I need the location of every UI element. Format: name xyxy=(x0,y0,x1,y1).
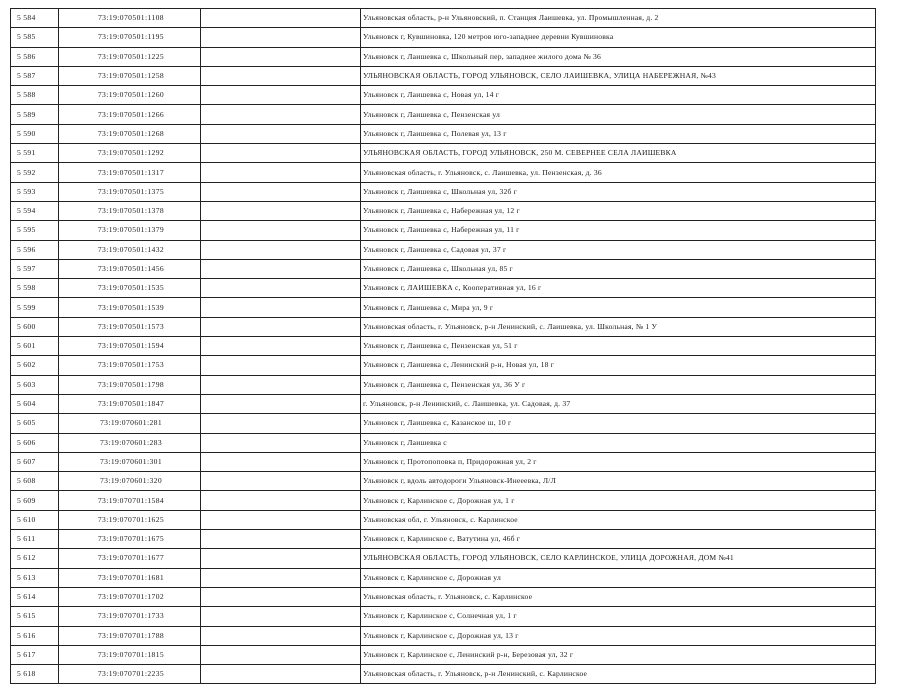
row-number-cell: 5 617 xyxy=(11,645,59,664)
address-cell: УЛЬЯНОВСКАЯ ОБЛАСТЬ, ГОРОД УЛЬЯНОВСК, 250 М. СЕВЕРНЕЕ СЕЛА ЛАИШЕВКА xyxy=(361,144,876,163)
row-number-cell: 5 603 xyxy=(11,375,59,394)
table-row xyxy=(11,414,876,433)
cadastral-number-cell: 73:19:070701:2235 xyxy=(59,665,201,684)
empty-cell xyxy=(201,665,361,684)
address-cell: Ульяновск г, Лаишевка с, Казанское ш, 10 г xyxy=(361,414,876,433)
cadastral-number-cell: 73:19:070501:1108 xyxy=(59,9,201,28)
row-number-cell: 5 612 xyxy=(11,549,59,568)
table-row xyxy=(11,163,876,182)
table-row xyxy=(11,530,876,549)
cadastral-number-cell: 73:19:070501:1594 xyxy=(59,337,201,356)
address-cell: Ульяновская область, р-н Ульяновский, п. Станция Лаишевка, ул. Промышленная, д. 2 xyxy=(361,9,876,28)
table-row xyxy=(11,607,876,626)
row-number-cell: 5 589 xyxy=(11,105,59,124)
cadastral-number-cell: 73:19:070501:1539 xyxy=(59,298,201,317)
table-body xyxy=(11,9,876,684)
cadastral-number-cell: 73:19:070501:1535 xyxy=(59,279,201,298)
empty-cell xyxy=(201,279,361,298)
row-number-cell: 5 604 xyxy=(11,394,59,413)
address-cell: Ульяновск г, Лаишевка с, Набережная ул, 12 г xyxy=(361,201,876,220)
empty-cell xyxy=(201,317,361,336)
table-row xyxy=(11,549,876,568)
row-number-cell: 5 615 xyxy=(11,607,59,626)
cadastral-table xyxy=(10,8,876,684)
cadastral-number-cell: 73:19:070501:1573 xyxy=(59,317,201,336)
address-cell: Ульяновск г, Карлинское с, Ленинский р-н, Березовая ул, 32 г xyxy=(361,645,876,664)
address-cell: Ульяновск г, Лаишевка с, Ленинский р-н, Новая ул, 18 г xyxy=(361,356,876,375)
row-number-cell: 5 601 xyxy=(11,337,59,356)
cadastral-number-cell: 73:19:070601:320 xyxy=(59,472,201,491)
table-row xyxy=(11,47,876,66)
row-number-cell: 5 608 xyxy=(11,472,59,491)
registry-sheet xyxy=(10,8,875,679)
empty-cell xyxy=(201,66,361,85)
address-cell: Ульяновская область, г. Ульяновск, с. Карлинское xyxy=(361,587,876,606)
cadastral-number-cell: 73:19:070501:1375 xyxy=(59,182,201,201)
row-number-cell: 5 585 xyxy=(11,28,59,47)
address-cell: Ульяновская область, г. Ульяновск, с. Лаишевка, ул. Пензенская, д. 36 xyxy=(361,163,876,182)
empty-cell xyxy=(201,298,361,317)
empty-cell xyxy=(201,452,361,471)
table-row xyxy=(11,626,876,645)
row-number-cell: 5 611 xyxy=(11,530,59,549)
address-cell: Ульяновская область, г. Ульяновск, р-н Ленинский, с. Карлинское xyxy=(361,665,876,684)
address-cell: Ульяновск г, вдоль автодороги Ульяновск-Инееевка, Л/Л xyxy=(361,472,876,491)
table-row xyxy=(11,317,876,336)
address-cell: Ульяновск г, Лаишевка с, Школьная ул, 32б г xyxy=(361,182,876,201)
table-row xyxy=(11,375,876,394)
address-cell: Ульяновск г, Лаишевка с, Пензенская ул xyxy=(361,105,876,124)
cadastral-number-cell: 73:19:070701:1625 xyxy=(59,510,201,529)
address-cell: Ульяновск г, Лаишевка с, Полевая ул, 13 г xyxy=(361,124,876,143)
cadastral-number-cell: 73:19:070501:1266 xyxy=(59,105,201,124)
empty-cell xyxy=(201,645,361,664)
row-number-cell: 5 605 xyxy=(11,414,59,433)
address-cell: Ульяновск г, Лаишевка с, Пензенская ул, 36 У г xyxy=(361,375,876,394)
empty-cell xyxy=(201,86,361,105)
row-number-cell: 5 586 xyxy=(11,47,59,66)
table-row xyxy=(11,645,876,664)
address-cell: Ульяновск г, Лаишевка с, Садовая ул, 37 г xyxy=(361,240,876,259)
empty-cell xyxy=(201,201,361,220)
row-number-cell: 5 616 xyxy=(11,626,59,645)
row-number-cell: 5 592 xyxy=(11,163,59,182)
address-cell: Ульяновск г, Карлинское с, Солнечная ул, 1 г xyxy=(361,607,876,626)
address-cell: УЛЬЯНОВСКАЯ ОБЛАСТЬ, ГОРОД УЛЬЯНОВСК, СЕЛО ЛАИШЕВКА, УЛИЦА НАБЕРЕЖНАЯ, №43 xyxy=(361,66,876,85)
table-row xyxy=(11,587,876,606)
table-row xyxy=(11,201,876,220)
row-number-cell: 5 594 xyxy=(11,201,59,220)
table-row xyxy=(11,66,876,85)
empty-cell xyxy=(201,144,361,163)
address-cell: Ульяновская область, г. Ульяновск, р-н Ленинский, с. Лаишевка, ул. Школьная, № 1 У xyxy=(361,317,876,336)
row-number-cell: 5 607 xyxy=(11,452,59,471)
address-cell: г. Ульяновск, р-н Ленинский, с. Лаишевка, ул. Садовая, д. 37 xyxy=(361,394,876,413)
row-number-cell: 5 587 xyxy=(11,66,59,85)
address-cell: Ульяновск г, Лаишевка с, Школьный пер, западнее жилого дома № 36 xyxy=(361,47,876,66)
cadastral-number-cell: 73:19:070501:1798 xyxy=(59,375,201,394)
table-row xyxy=(11,182,876,201)
empty-cell xyxy=(201,28,361,47)
address-cell: Ульяновск г, Лаишевка с xyxy=(361,433,876,452)
empty-cell xyxy=(201,530,361,549)
row-number-cell: 5 591 xyxy=(11,144,59,163)
cadastral-number-cell: 73:19:070501:1317 xyxy=(59,163,201,182)
empty-cell xyxy=(201,491,361,510)
row-number-cell: 5 584 xyxy=(11,9,59,28)
table-row xyxy=(11,433,876,452)
empty-cell xyxy=(201,337,361,356)
table-row xyxy=(11,452,876,471)
table-row xyxy=(11,472,876,491)
empty-cell xyxy=(201,182,361,201)
table-row xyxy=(11,105,876,124)
table-row xyxy=(11,394,876,413)
row-number-cell: 5 598 xyxy=(11,279,59,298)
empty-cell xyxy=(201,587,361,606)
empty-cell xyxy=(201,510,361,529)
table-row xyxy=(11,221,876,240)
row-number-cell: 5 593 xyxy=(11,182,59,201)
cadastral-number-cell: 73:19:070701:1733 xyxy=(59,607,201,626)
table-row xyxy=(11,86,876,105)
table-row xyxy=(11,337,876,356)
table-row xyxy=(11,124,876,143)
cadastral-number-cell: 73:19:070701:1681 xyxy=(59,568,201,587)
row-number-cell: 5 595 xyxy=(11,221,59,240)
cadastral-number-cell: 73:19:070601:301 xyxy=(59,452,201,471)
cadastral-number-cell: 73:19:070701:1815 xyxy=(59,645,201,664)
table-row xyxy=(11,144,876,163)
row-number-cell: 5 602 xyxy=(11,356,59,375)
row-number-cell: 5 600 xyxy=(11,317,59,336)
row-number-cell: 5 614 xyxy=(11,587,59,606)
empty-cell xyxy=(201,124,361,143)
row-number-cell: 5 588 xyxy=(11,86,59,105)
empty-cell xyxy=(201,221,361,240)
cadastral-number-cell: 73:19:070501:1753 xyxy=(59,356,201,375)
table-row xyxy=(11,240,876,259)
empty-cell xyxy=(201,47,361,66)
cadastral-number-cell: 73:19:070701:1677 xyxy=(59,549,201,568)
cadastral-number-cell: 73:19:070501:1195 xyxy=(59,28,201,47)
table-row xyxy=(11,279,876,298)
cadastral-number-cell: 73:19:070501:1456 xyxy=(59,259,201,278)
address-cell: Ульяновск г, Карлинское с, Ватутина ул, 46б г xyxy=(361,530,876,549)
cadastral-number-cell: 73:19:070701:1788 xyxy=(59,626,201,645)
empty-cell xyxy=(201,259,361,278)
empty-cell xyxy=(201,607,361,626)
empty-cell xyxy=(201,375,361,394)
address-cell: Ульяновск г, Карлинское с, Дорожная ул, 1 г xyxy=(361,491,876,510)
empty-cell xyxy=(201,9,361,28)
address-cell: Ульяновская обл, г. Ульяновск, с. Карлинское xyxy=(361,510,876,529)
row-number-cell: 5 597 xyxy=(11,259,59,278)
cadastral-number-cell: 73:19:070701:1584 xyxy=(59,491,201,510)
empty-cell xyxy=(201,568,361,587)
row-number-cell: 5 613 xyxy=(11,568,59,587)
empty-cell xyxy=(201,433,361,452)
cadastral-number-cell: 73:19:070501:1292 xyxy=(59,144,201,163)
address-cell: Ульяновск г, ЛАИШЕВКА с, Кооперативная ул, 16 г xyxy=(361,279,876,298)
address-cell: Ульяновск г, Лаишевка с, Набережная ул, 11 г xyxy=(361,221,876,240)
cadastral-number-cell: 73:19:070501:1847 xyxy=(59,394,201,413)
empty-cell xyxy=(201,105,361,124)
empty-cell xyxy=(201,472,361,491)
cadastral-number-cell: 73:19:070601:283 xyxy=(59,433,201,452)
cadastral-number-cell: 73:19:070501:1432 xyxy=(59,240,201,259)
table-row xyxy=(11,568,876,587)
empty-cell xyxy=(201,549,361,568)
address-cell: Ульяновск г, Лаишевка с, Мира ул, 9 г xyxy=(361,298,876,317)
cadastral-number-cell: 73:19:070501:1268 xyxy=(59,124,201,143)
table-row xyxy=(11,9,876,28)
row-number-cell: 5 606 xyxy=(11,433,59,452)
address-cell: Ульяновск г, Карлинское с, Дорожная ул xyxy=(361,568,876,587)
table-row xyxy=(11,298,876,317)
table-row xyxy=(11,665,876,684)
empty-cell xyxy=(201,356,361,375)
cadastral-number-cell: 73:19:070701:1675 xyxy=(59,530,201,549)
empty-cell xyxy=(201,394,361,413)
cadastral-number-cell: 73:19:070501:1258 xyxy=(59,66,201,85)
address-cell: Ульяновск г, Лаишевка с, Новая ул, 14 г xyxy=(361,86,876,105)
empty-cell xyxy=(201,240,361,259)
cadastral-number-cell: 73:19:070501:1378 xyxy=(59,201,201,220)
table-row xyxy=(11,510,876,529)
table-row xyxy=(11,28,876,47)
address-cell: Ульяновск г, Протопоповка п, Придорожная ул, 2 г xyxy=(361,452,876,471)
cadastral-number-cell: 73:19:070601:281 xyxy=(59,414,201,433)
table-row xyxy=(11,356,876,375)
row-number-cell: 5 599 xyxy=(11,298,59,317)
row-number-cell: 5 596 xyxy=(11,240,59,259)
row-number-cell: 5 610 xyxy=(11,510,59,529)
address-cell: Ульяновск г, Лаишевка с, Пензенская ул, 51 г xyxy=(361,337,876,356)
row-number-cell: 5 609 xyxy=(11,491,59,510)
address-cell: Ульяновск г, Лаишевка с, Школьная ул, 85 г xyxy=(361,259,876,278)
cadastral-number-cell: 73:19:070501:1379 xyxy=(59,221,201,240)
table-row xyxy=(11,491,876,510)
address-cell: Ульяновск г, Кувшиновка, 120 метров юго-западнее деревни Кувшиновка xyxy=(361,28,876,47)
table-row xyxy=(11,259,876,278)
row-number-cell: 5 590 xyxy=(11,124,59,143)
cadastral-number-cell: 73:19:070701:1702 xyxy=(59,587,201,606)
address-cell: УЛЬЯНОВСКАЯ ОБЛАСТЬ, ГОРОД УЛЬЯНОВСК, СЕЛО КАРЛИНСКОЕ, УЛИЦА ДОРОЖНАЯ, ДОМ №41 xyxy=(361,549,876,568)
row-number-cell: 5 618 xyxy=(11,665,59,684)
cadastral-number-cell: 73:19:070501:1225 xyxy=(59,47,201,66)
empty-cell xyxy=(201,626,361,645)
empty-cell xyxy=(201,163,361,182)
address-cell: Ульяновск г, Карлинское с, Дорожная ул, 13 г xyxy=(361,626,876,645)
empty-cell xyxy=(201,414,361,433)
cadastral-number-cell: 73:19:070501:1260 xyxy=(59,86,201,105)
